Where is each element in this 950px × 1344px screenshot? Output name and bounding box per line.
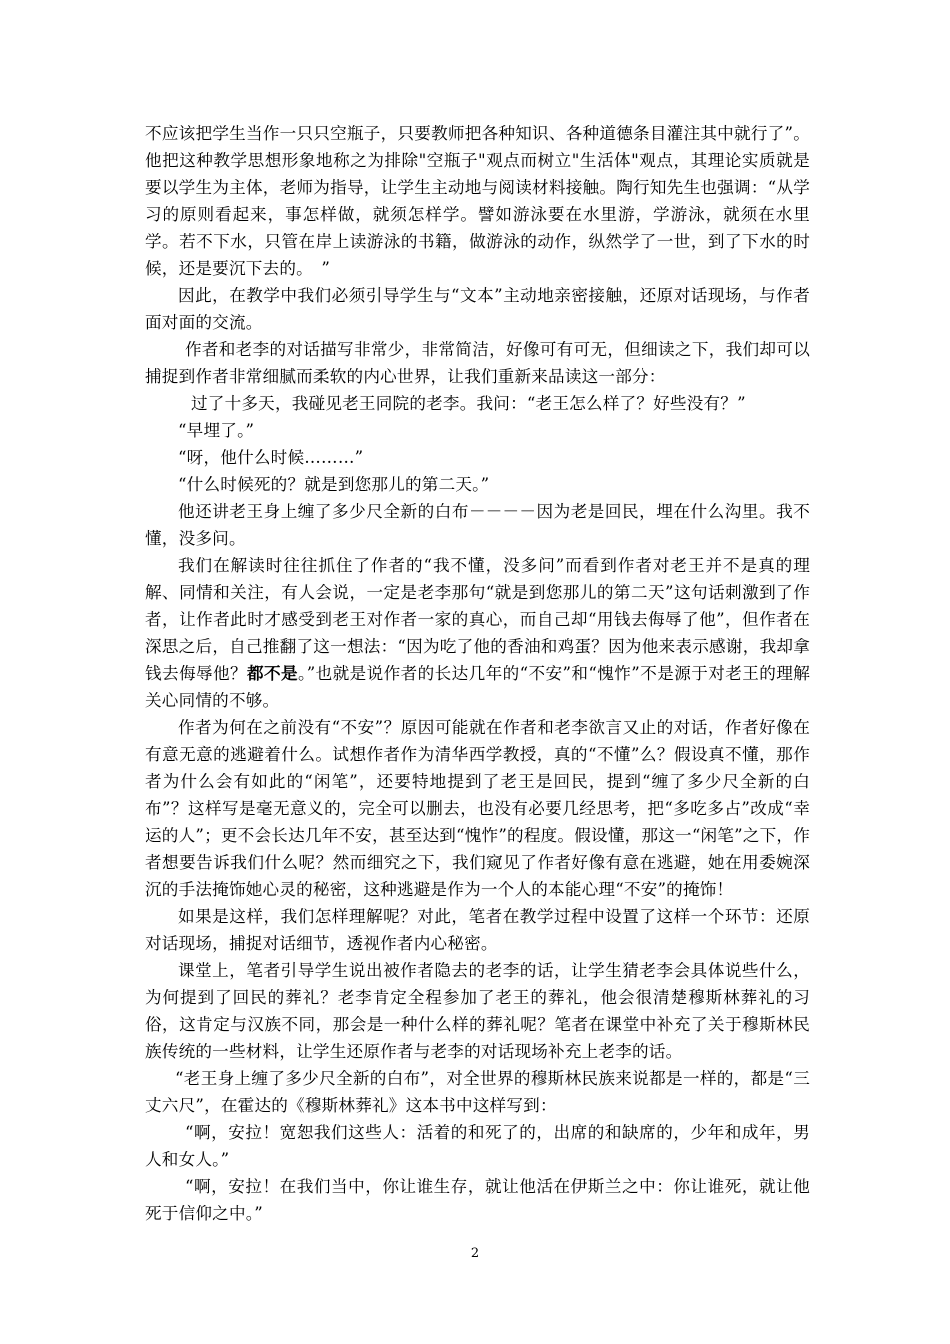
dialogue-line: “什么时候死的？就是到您那儿的第二天。”	[178, 475, 490, 494]
paragraph: 作者和老李的对话描写非常少，非常简洁，好像可有可无，但细读之下，我们却可以捕捉到作者非常细腻而柔软的内心世界，让我们重新来品读这一部分：	[145, 340, 810, 386]
paragraph: “老王身上缠了多少尺全新的白布”，对全世界的穆斯林民族来说都是一样的，都是“三丈六尺”，在霍达的《穆斯林葬礼》这本书中这样写到：	[145, 1069, 810, 1115]
quote-paragraph: “啊，安拉！在我们当中，你让谁生存，就让他活在伊斯兰之中：你让谁死，就让他死于信仰之中。”	[145, 1177, 810, 1223]
page-number: 2	[470, 1246, 480, 1261]
body-text	[145, 120, 810, 1227]
paragraph	[145, 552, 810, 714]
paragraph: 课堂上，笔者引导学生说出被作者隐去的老李的话，让学生猜老李会具体说些什么，为何提到了回民的葬礼？老李肯定全程参加了老王的葬礼，他会很清楚穆斯林葬礼的习俗，这肯定与汉族不同，那会是一种什么样的葬礼呢？笔者在课堂中补充了关于穆斯林民族传统的一些材料，让学生还原作者与老李的对话现场补充上老李的话。	[145, 961, 810, 1061]
paragraph: 不应该把学生当作一只只空瓶子，只要教师把各种知识、各种道德条目灌注其中就行了”。他把这种教学思想形象地称之为排除"空瓶子"观点而树立"生活体"观点，其理论实质就是要以学生为主体，老师为指导，让学生主动地与阅读材料接触。陶行知先生也强调：“从学习的原则看起来，事怎样做，就须怎样学。譬如游泳要在水里游，学游泳，就须在水里学。若不下水，只管在岸上读游泳的书籍，做游泳的动作，纵然学了一世，到了下水的时候，还是要沉下去的。 ”	[145, 124, 810, 278]
paragraph-text: 。”也就是说作者的长达几年的“不安”和“愧怍”不是源于对老王的理解关心同情的不够。	[145, 664, 811, 710]
quote-paragraph: “啊，安拉！宽恕我们这些人：活着的和死了的，出席的和缺席的，少年和成年，男人和女人。”	[145, 1123, 810, 1169]
quote-paragraph: 过了十多天，我碰见老王同院的老李。我问：“老王怎么样了？好些没有？”	[191, 394, 746, 413]
paragraph: 因此，在教学中我们必须引导学生与“文本”主动地亲密接触，还原对话现场，与作者面对面的交流。	[145, 286, 810, 332]
paragraph-text: 我们在解读时往往抓住了作者的“我不懂，没多问”而看到作者对老王并不是真的理解、同情和关注，有人会说，一定是老李那句“就是到您那儿的第二天”这句话刺激到了作者，让作者此时才感受到老王对作者一家的真心，而自己却“用钱去侮辱了他”，但作者在深思之后，自己推翻了这一想法：“因为吃了他的香油和鸡蛋？因为他来表示感谢，我却拿钱去侮辱他？	[145, 556, 810, 683]
paragraph: 他还讲老王身上缠了多少尺全新的白布－－－－因为老是回民，埋在什么沟里。我不懂，没多问。	[145, 502, 810, 548]
dialogue-line: “早埋了。”	[178, 421, 255, 440]
dialogue-line: “呀，他什么时候………”	[178, 448, 364, 467]
bold-emphasis: 都不是	[247, 664, 299, 683]
paragraph: 作者为何在之前没有“不安”？原因可能就在作者和老李欲言又止的对话，作者好像在有意无意的逃避着什么。试想作者作为清华西学教授，真的“不懂”么？假设真不懂，那作者为什么会有如此的“闲笔”，还要特地提到了老王是回民，提到“缠了多少尺全新的白布”？这样写是毫无意义的，完全可以删去，也没有必要几经思考，把“多吃多占”改成“幸运的人”；更不会长达几年不安，甚至达到“愧怍”的程度。假设懂，那这一“闲笔”之下，作者想要告诉我们什么呢？然而细究之下，我们窥见了作者好像有意在逃避，她在用委婉深沉的手法掩饰她心灵的秘密，这种逃避是作为一个人的本能心理“不安”的掩饰！	[145, 718, 810, 899]
paragraph: 如果是这样，我们怎样理解呢？对此，笔者在教学过程中设置了这样一个环节：还原对话现场，捕捉对话细节，透视作者内心秘密。	[145, 907, 810, 953]
